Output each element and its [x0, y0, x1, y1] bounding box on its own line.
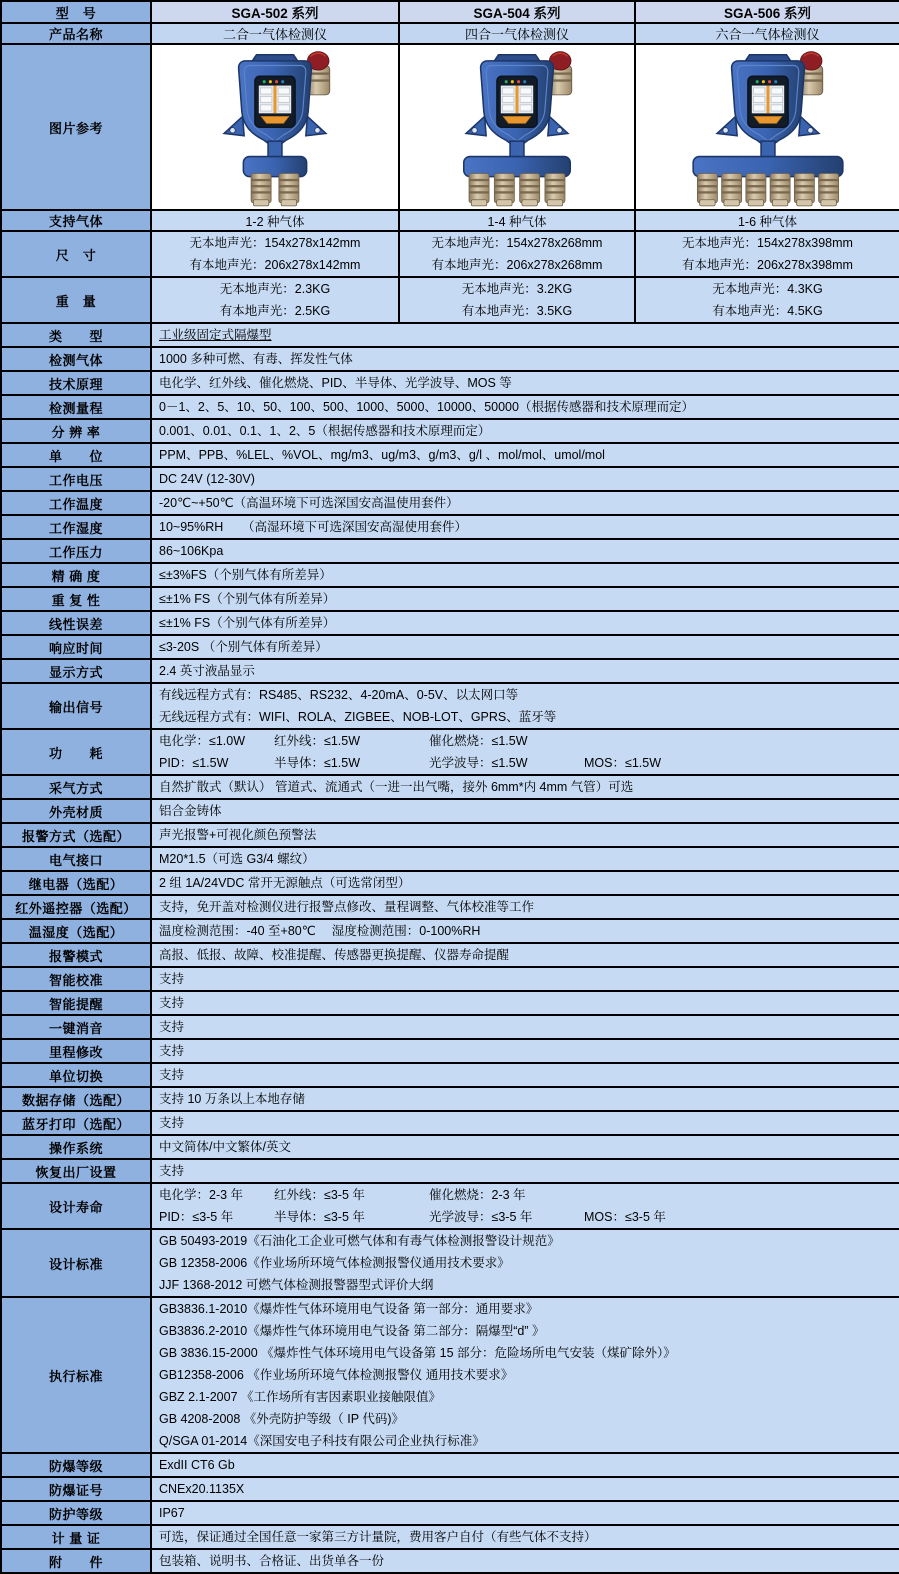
- value-segment: 光学波导：≤1.5W: [429, 756, 528, 770]
- value-line: 中文简体/中文繁体/英文: [159, 1140, 291, 1154]
- value-line: ExdII CT6 Gb: [159, 1458, 235, 1472]
- spec-row: [1, 419, 899, 443]
- row-value: [151, 799, 899, 823]
- weight-504-no-alarm: 无本地声光：3.2KG: [461, 282, 573, 296]
- row-value: [151, 1501, 899, 1525]
- product-name-506: 六合一气体检测仪: [635, 23, 899, 44]
- row-label: 工作压力: [1, 539, 151, 563]
- spec-row: [1, 1453, 899, 1477]
- value-line: ≤±1% FS（个别气体有所差异）: [159, 616, 336, 630]
- row-value: [151, 419, 899, 443]
- row-value: [151, 1229, 899, 1297]
- spec-row: [1, 491, 899, 515]
- spec-row: [1, 919, 899, 943]
- row-label: 红外遥控器（选配）: [1, 895, 151, 919]
- spec-row: [1, 799, 899, 823]
- row-value: [151, 611, 899, 635]
- row-label: 防爆等级: [1, 1453, 151, 1477]
- value-line: GB 50493-2019《石油化工企业可燃气体和有毒气体检测报警设计规范》: [159, 1234, 560, 1248]
- row-label: 电气接口: [1, 847, 151, 871]
- dimensions-label: 尺 寸: [1, 231, 151, 277]
- row-value: [151, 371, 899, 395]
- value-segment: 催化燃烧：≤1.5W: [429, 734, 528, 748]
- row-value: [151, 1159, 899, 1183]
- value-line: [159, 730, 892, 752]
- value-line: [159, 752, 892, 774]
- row-value: [151, 1453, 899, 1477]
- row-label: 报警方式（选配）: [1, 823, 151, 847]
- spec-row: [1, 587, 899, 611]
- value-line: ≤3-20S （个别气体有所差异）: [159, 640, 328, 654]
- spec-row: [1, 943, 899, 967]
- row-label: 一键消音: [1, 1015, 151, 1039]
- value-line: Q/SGA 01-2014《深国安电子科技有限公司企业执行标准》: [159, 1434, 485, 1448]
- value-line: GBZ 2.1-2007 《工作场所有害因素职业接触限值》: [159, 1390, 441, 1404]
- value-segment: 半导体：≤3-5 年: [274, 1210, 365, 1224]
- value-line: 支持，免开盖对检测仪进行报警点修改、量程调整、气体校准等工作: [159, 900, 535, 914]
- row-label: 采气方式: [1, 775, 151, 799]
- row-value: [151, 991, 899, 1015]
- value-line: 0.001、0.01、0.1、1、2、5（根据传感器和技术原理而定）: [159, 424, 491, 438]
- row-label: 响应时间: [1, 635, 151, 659]
- product-name-502: 二合一气体检测仪: [151, 23, 399, 44]
- product-name-504: 四合一气体检测仪: [399, 23, 635, 44]
- model-row: [1, 1, 899, 23]
- row-label: 类 型: [1, 323, 151, 347]
- spec-row: [1, 467, 899, 491]
- gas-detector-illustration: [662, 47, 874, 209]
- weight-506: [635, 277, 899, 323]
- spec-row: [1, 991, 899, 1015]
- weight-504: [399, 277, 635, 323]
- row-label: 操作系统: [1, 1135, 151, 1159]
- value-line: [159, 1184, 892, 1206]
- model-sga-506: SGA-506 系列: [635, 1, 899, 23]
- model-sga-504: SGA-504 系列: [399, 1, 635, 23]
- value-line: GB 3836.15-2000 《爆炸性气体环境用电气设备第 15 部分：危险场所电气安装（煤矿除外）》: [159, 1346, 676, 1360]
- product-name-label: 产品名称: [1, 23, 151, 44]
- value-line: 支持 10 万条以上本地存储: [159, 1092, 305, 1106]
- value-line: PPM、PPB、%LEL、%VOL、mg/m3、ug/m3、g/m3、g/l 、mol/mol、umol/mol: [159, 448, 605, 462]
- row-label: 功 耗: [1, 729, 151, 775]
- weight-504-with-alarm: 有本地声光：3.5KG: [461, 304, 573, 318]
- row-value: [151, 729, 899, 775]
- weight-502-with-alarm: 有本地声光：2.5KG: [219, 304, 331, 318]
- row-value: [151, 823, 899, 847]
- row-value: [151, 467, 899, 491]
- value-line: 支持: [159, 1116, 185, 1130]
- value-line: -20℃~+50℃（高温环境下可选深国安高温使用套件）: [159, 496, 459, 510]
- row-label: 恢复出厂设置: [1, 1159, 151, 1183]
- value-line: 电化学、红外线、催化燃烧、PID、半导体、光学波导、MOS 等: [159, 376, 512, 390]
- row-value: [151, 1135, 899, 1159]
- row-value: [151, 1477, 899, 1501]
- spec-row: [1, 1549, 899, 1573]
- spec-row: [1, 563, 899, 587]
- value-line: JJF 1368-2012 可燃气体检测报警器型式评价大纲: [159, 1278, 434, 1292]
- spec-row: [1, 635, 899, 659]
- spec-row: [1, 1111, 899, 1135]
- row-label: 单位切换: [1, 1063, 151, 1087]
- row-value: [151, 847, 899, 871]
- spec-row: [1, 1159, 899, 1183]
- row-value: [151, 895, 899, 919]
- row-value: [151, 1015, 899, 1039]
- row-label: 里程修改: [1, 1039, 151, 1063]
- gas-detector-illustration: [411, 47, 623, 209]
- value-segment: 电化学：≤1.0W: [159, 734, 246, 748]
- row-value: [151, 491, 899, 515]
- row-label: 工作湿度: [1, 515, 151, 539]
- dimensions-502-with-alarm: 有本地声光：206x278x142mm: [189, 258, 361, 272]
- row-value: [151, 683, 899, 729]
- value-line: 铝合金铸体: [159, 804, 222, 818]
- model-row-label: 型 号: [1, 1, 151, 23]
- spec-row: [1, 895, 899, 919]
- row-label: 显示方式: [1, 659, 151, 683]
- weight-506-with-alarm: 有本地声光：4.5KG: [712, 304, 823, 318]
- row-label: 检测量程: [1, 395, 151, 419]
- spec-row: [1, 1297, 899, 1453]
- value-line: 2 组 1A/24VDC 常开无源触点（可选常闭型）: [159, 876, 411, 890]
- value-line: GB12358-2006 《作业场所环境气体检测报警仪 通用技术要求》: [159, 1368, 514, 1382]
- spec-row: [1, 871, 899, 895]
- value-line: 自然扩散式（默认） 管道式、流通式（一进一出气嘴，接外 6mm*内 4mm 气管）可选: [159, 780, 634, 794]
- value-line: GB 4208-2008 《外壳防护等级（ IP 代码)》: [159, 1412, 404, 1426]
- row-label: 智能校准: [1, 967, 151, 991]
- row-value: [151, 919, 899, 943]
- dimensions-506-with-alarm: 有本地声光：206x278x398mm: [682, 258, 853, 272]
- spec-row: [1, 1039, 899, 1063]
- gas-support-row: [1, 210, 899, 231]
- spec-row: [1, 1135, 899, 1159]
- value-line: M20*1.5（可选 G3/4 螺纹）: [159, 852, 315, 866]
- value-line: 支持: [159, 1044, 185, 1058]
- spec-row: [1, 683, 899, 729]
- row-value: [151, 1183, 899, 1229]
- value-segment: PID：≤1.5W: [159, 756, 229, 770]
- row-value: [151, 775, 899, 799]
- dimensions-504-no-alarm: 无本地声光：154x278x268mm: [431, 236, 603, 250]
- row-label: 防爆证号: [1, 1477, 151, 1501]
- spec-row: [1, 539, 899, 563]
- dimensions-502-no-alarm: 无本地声光：154x278x142mm: [189, 236, 361, 250]
- model-sga-502: SGA-502 系列: [151, 1, 399, 23]
- value-segment: MOS：≤3-5 年: [584, 1210, 666, 1224]
- spec-row: [1, 1525, 899, 1549]
- dimensions-row: [1, 231, 899, 277]
- row-label: 报警模式: [1, 943, 151, 967]
- value-line: IP67: [159, 1506, 185, 1520]
- row-value: [151, 659, 899, 683]
- row-value: [151, 323, 899, 347]
- value-segment: MOS：≤1.5W: [584, 756, 662, 770]
- row-label: 输出信号: [1, 683, 151, 729]
- value-line: ≤±3%FS（个别气体有所差异）: [159, 568, 332, 582]
- value-segment: 半导体：≤1.5W: [274, 756, 361, 770]
- spec-row: [1, 611, 899, 635]
- row-label: 执行标准: [1, 1297, 151, 1453]
- value-line: 温度检测范围：-40 至+80℃ 湿度检测范围：0-100%RH: [159, 924, 481, 938]
- row-label: 数据存储（选配）: [1, 1087, 151, 1111]
- row-label: 设计标准: [1, 1229, 151, 1297]
- row-label: 外壳材质: [1, 799, 151, 823]
- value-line: 2.4 英寸液晶显示: [159, 664, 255, 678]
- value-line: 0－1、2、5、10、50、100、500、1000、5000、10000、50000（根据传感器和技术原理而定）: [159, 400, 694, 414]
- spec-row: [1, 1501, 899, 1525]
- spec-row: [1, 823, 899, 847]
- value-line: 支持: [159, 996, 185, 1010]
- value-line: 有线远程方式有：RS485、RS232、4-20mA、0-5V、以太网口等: [159, 688, 519, 702]
- spec-row: [1, 347, 899, 371]
- row-label: 计 量 证: [1, 1525, 151, 1549]
- dimensions-502: [151, 231, 399, 277]
- spec-row: [1, 1063, 899, 1087]
- value-line: 支持: [159, 1020, 185, 1034]
- row-label: 检测气体: [1, 347, 151, 371]
- row-value: [151, 443, 899, 467]
- row-label: 线性误差: [1, 611, 151, 635]
- row-value: [151, 1087, 899, 1111]
- row-value: [151, 1063, 899, 1087]
- value-line: CNEx20.1135X: [159, 1482, 245, 1496]
- row-value: [151, 871, 899, 895]
- value-line: GB 12358-2006《作业场所环境气体检测报警仪通用技术要求》: [159, 1256, 510, 1270]
- row-label: 工作温度: [1, 491, 151, 515]
- row-label: 温湿度（选配）: [1, 919, 151, 943]
- spec-row: [1, 1087, 899, 1111]
- row-label: 防护等级: [1, 1501, 151, 1525]
- spec-row: [1, 443, 899, 467]
- value-line: 支持: [159, 972, 185, 986]
- spec-row: [1, 1229, 899, 1297]
- row-label: 分 辨 率: [1, 419, 151, 443]
- sga-506-detector-image: [635, 44, 899, 210]
- gas-support-502: 1-2 种气体: [151, 210, 399, 231]
- row-value: [151, 967, 899, 991]
- row-label: 智能提醒: [1, 991, 151, 1015]
- value-segment: 红外线：≤1.5W: [274, 734, 361, 748]
- weight-506-no-alarm: 无本地声光：4.3KG: [712, 282, 823, 296]
- gas-support-506: 1-6 种气体: [635, 210, 899, 231]
- row-value: [151, 1525, 899, 1549]
- spec-row: [1, 1477, 899, 1501]
- dimensions-506-no-alarm: 无本地声光：154x278x398mm: [682, 236, 853, 250]
- row-value: [151, 347, 899, 371]
- product-name-row: [1, 23, 899, 44]
- row-label: 蓝牙打印（选配）: [1, 1111, 151, 1135]
- value-line: 高报、低报、故障、校准提醒、传感器更换提醒、仪器寿命提醒: [159, 948, 510, 962]
- sga-502-detector-image: [151, 44, 399, 210]
- dimensions-504: [399, 231, 635, 277]
- weight-row: [1, 277, 899, 323]
- row-label: 继电器（选配）: [1, 871, 151, 895]
- spec-row: [1, 729, 899, 775]
- value-line: 86~106Kpa: [159, 544, 224, 558]
- row-value: [151, 1297, 899, 1453]
- row-value: [151, 587, 899, 611]
- value-line: DC 24V (12-30V): [159, 472, 255, 486]
- image-row-label: 图片参考: [1, 44, 151, 210]
- row-value: [151, 635, 899, 659]
- spec-row: [1, 371, 899, 395]
- row-label: 技术原理: [1, 371, 151, 395]
- value-segment: 红外线：≤3-5 年: [274, 1188, 365, 1202]
- row-value: [151, 539, 899, 563]
- row-label: 设计寿命: [1, 1183, 151, 1229]
- spec-row: [1, 1183, 899, 1229]
- value-line: 声光报警+可视化颜色预警法: [159, 828, 317, 842]
- spec-row: [1, 395, 899, 419]
- value-segment: 催化燃烧：2-3 年: [429, 1188, 526, 1202]
- row-value: [151, 395, 899, 419]
- weight-label: 重 量: [1, 277, 151, 323]
- gas-detector-illustration: [169, 47, 381, 209]
- row-value: [151, 515, 899, 539]
- spec-row: [1, 775, 899, 799]
- value-line: ≤±1% FS（个别气体有所差异）: [159, 592, 336, 606]
- row-label: 单 位: [1, 443, 151, 467]
- value-line: 1000 多种可燃、有毒、挥发性气体: [159, 352, 353, 366]
- gas-support-label: 支持气体: [1, 210, 151, 231]
- dimensions-504-with-alarm: 有本地声光：206x278x268mm: [431, 258, 603, 272]
- value-line: GB3836.1-2010《爆炸性气体环境用电气设备 第一部分：通用要求》: [159, 1302, 539, 1316]
- row-label: 工作电压: [1, 467, 151, 491]
- spec-row: [1, 1015, 899, 1039]
- value-segment: 电化学：2-3 年: [159, 1188, 244, 1202]
- spec-row: [1, 847, 899, 871]
- value-line: 包装箱、说明书、合格证、出货单各一份: [159, 1554, 385, 1568]
- row-value: [151, 1549, 899, 1573]
- dimensions-506: [635, 231, 899, 277]
- row-value: [151, 1039, 899, 1063]
- row-value: [151, 943, 899, 967]
- spec-row: [1, 659, 899, 683]
- value-segment: 光学波导：≤3-5 年: [429, 1210, 533, 1224]
- row-value: [151, 563, 899, 587]
- gas-support-504: 1-4 种气体: [399, 210, 635, 231]
- row-label: 重 复 性: [1, 587, 151, 611]
- value-line: 10~95%RH （高湿环境下可选深国安高湿使用套件）: [159, 520, 468, 534]
- weight-502: [151, 277, 399, 323]
- row-value: [151, 1111, 899, 1135]
- sga-504-detector-image: [399, 44, 635, 210]
- row-label: 精 确 度: [1, 563, 151, 587]
- value-line: 工业级固定式隔爆型: [159, 328, 272, 342]
- value-line: 无线远程方式有：WIFI、ROLA、ZIGBEE、NOB-LOT、GPRS、蓝牙等: [159, 710, 557, 724]
- row-label: 附 件: [1, 1549, 151, 1573]
- value-line: 支持: [159, 1164, 185, 1178]
- spec-row: [1, 323, 899, 347]
- weight-502-no-alarm: 无本地声光：2.3KG: [219, 282, 331, 296]
- spec-row: [1, 515, 899, 539]
- value-line: [159, 1206, 892, 1228]
- value-line: GB3836.2-2010《爆炸性气体环境用电气设备 第二部分：隔爆型“d” 》: [159, 1324, 545, 1338]
- value-segment: PID：≤3-5 年: [159, 1210, 234, 1224]
- spec-row: [1, 967, 899, 991]
- value-line: 支持: [159, 1068, 185, 1082]
- image-row: [1, 44, 899, 210]
- value-line: 可选，保证通过全国任意一家第三方计量院，费用客户自付（有些气体不支持）: [159, 1530, 597, 1544]
